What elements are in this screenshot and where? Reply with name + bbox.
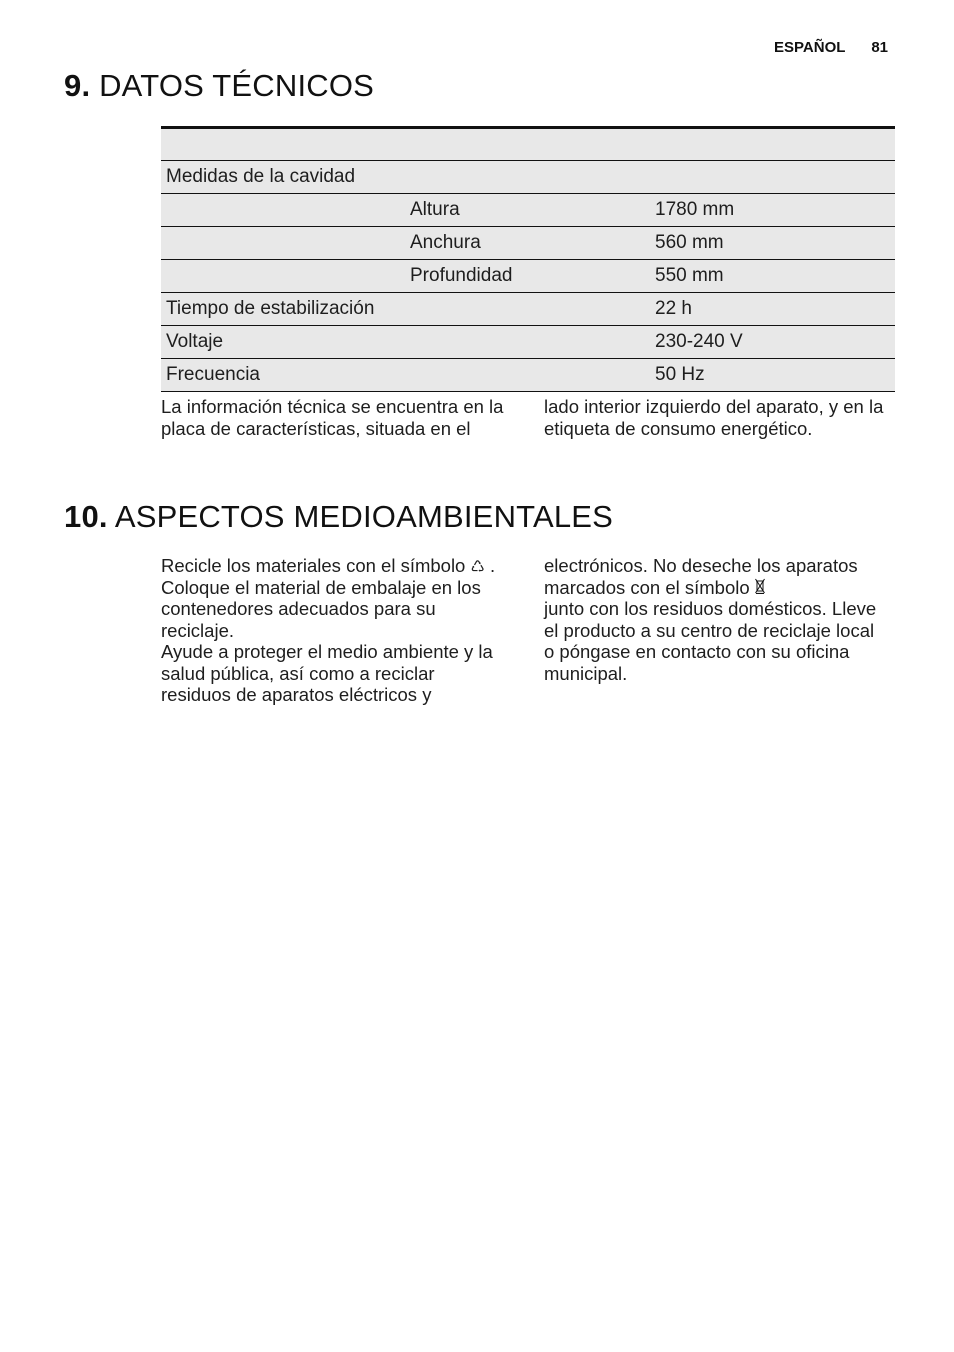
stabilization-label: Tiempo de estabilización (161, 293, 650, 326)
technical-data-table (161, 126, 895, 392)
section-title: ASPECTOS MEDIOAMBIENTALES (114, 499, 614, 534)
environment-text-left (161, 555, 501, 706)
section-number: 9. (64, 68, 91, 103)
width-label: Anchura (405, 227, 650, 260)
voltage-value: 230-240 V (650, 326, 895, 359)
frequency-value: 50 Hz (650, 359, 895, 392)
height-value: 1780 mm (650, 194, 895, 227)
cavity-label: Medidas de la cavidad (161, 161, 895, 194)
language-label: ESPAÑOL (774, 39, 846, 56)
table-header-row (161, 128, 895, 161)
voltage-label: Voltaje (161, 326, 650, 359)
page-number: 81 (871, 39, 888, 56)
recycle-text-end: . Coloque el material de embalaje en los contenedores adecuados para su reciclaje. (161, 555, 496, 641)
empty-cell (161, 194, 405, 227)
section-9-heading (64, 68, 374, 104)
table-row (161, 293, 895, 326)
empty-cell (161, 260, 405, 293)
empty-cell (161, 227, 405, 260)
frequency-label: Frecuencia (161, 359, 650, 392)
depth-value: 550 mm (650, 260, 895, 293)
crossed-bin-icon (755, 578, 765, 598)
weee-text-start: electrónicos. No deseche los aparatos marcados con el símbolo (544, 555, 858, 598)
section-title: DATOS TÉCNICOS (99, 68, 375, 103)
recycle-icon: ♺ (470, 559, 485, 576)
table-row (161, 194, 895, 227)
height-label: Altura (405, 194, 650, 227)
table-row (161, 227, 895, 260)
page-header (774, 39, 888, 56)
table-row (161, 326, 895, 359)
table-row (161, 161, 895, 194)
table-row (161, 260, 895, 293)
width-value: 560 mm (650, 227, 895, 260)
recycle-text-start: Recicle los materiales con el símbolo (161, 555, 466, 576)
table-header-cell (161, 128, 895, 161)
environment-paragraph: Ayude a proteger el medio ambiente y la salud pública, así como a reciclar residuos de aparatos eléctricos y (161, 641, 493, 705)
stabilization-value: 22 h (650, 293, 895, 326)
environment-text-right (544, 555, 884, 684)
section-10-heading (64, 499, 613, 535)
technical-note-right: lado interior izquierdo del aparato, y en la etiqueta de consumo energético. (544, 396, 884, 439)
technical-note-left: La información técnica se encuentra en la placa de características, situada en el (161, 396, 504, 439)
section-number: 10. (64, 499, 108, 534)
weee-text-end: junto con los residuos domésticos. Lleve el producto a su centro de reciclaje local o póngase en contacto con su oficina municipal. (544, 598, 877, 684)
table-row (161, 359, 895, 392)
depth-label: Profundidad (405, 260, 650, 293)
